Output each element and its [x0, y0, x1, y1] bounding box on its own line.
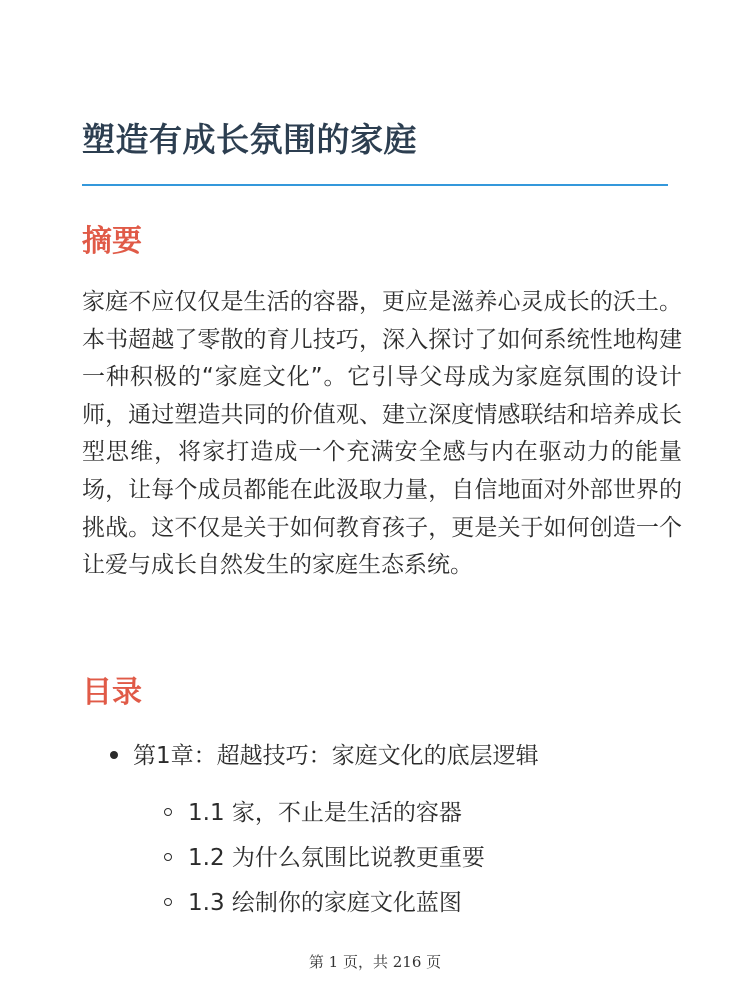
page-footer	[0, 950, 750, 974]
toc-chapter-label: 第1章：超越技巧：家庭文化的底层逻辑	[133, 743, 539, 769]
bullet-circle-icon	[164, 898, 172, 906]
abstract-heading: 摘要	[82, 224, 142, 259]
toc-chapter-1[interactable]	[110, 736, 539, 776]
bullet-disc-icon	[110, 751, 118, 759]
abstract-paragraph: 家庭不应仅仅是生活的容器，更应是滋养心灵成长的沃土。本书超越了零散的育儿技巧，深入探讨了如何系统性地构建一种积极的“家庭文化”。它引导父母成为家庭氛围的设计师，通过塑造共同的价值观、建立深度情感联结和培养成长型思维，将家打造成一个充满安全感与内在驱动力的能量场，让每个成员都能在此汲取力量，自信地面对外部世界的挑战。这不仅是关于如何教育孩子，更是关于如何创造一个让爱与成长自然发生的家庭生态系统。	[82, 289, 682, 579]
document-title: 塑造有成长氛围的家庭	[82, 120, 417, 159]
toc-section-1-3[interactable]	[164, 883, 462, 923]
bullet-circle-icon	[164, 808, 172, 816]
toc-section-1-1[interactable]	[164, 793, 462, 833]
footer-current-page: 1	[328, 953, 339, 971]
toc-section-label: 1.1 家，不止是生活的容器	[188, 800, 462, 826]
footer-page-label: 第	[308, 953, 324, 971]
toc-section-label: 1.3 绘制你的家庭文化蓝图	[188, 890, 462, 916]
toc-section-label: 1.2 为什么氛围比说教更重要	[188, 845, 485, 871]
toc-heading: 目录	[82, 675, 142, 710]
toc-section-1-2[interactable]	[164, 838, 485, 878]
footer-total-pages: 216	[392, 953, 422, 971]
footer-page-unit: 页，共	[342, 953, 388, 971]
footer-total-unit: 页	[426, 953, 442, 971]
bullet-circle-icon	[164, 853, 172, 861]
